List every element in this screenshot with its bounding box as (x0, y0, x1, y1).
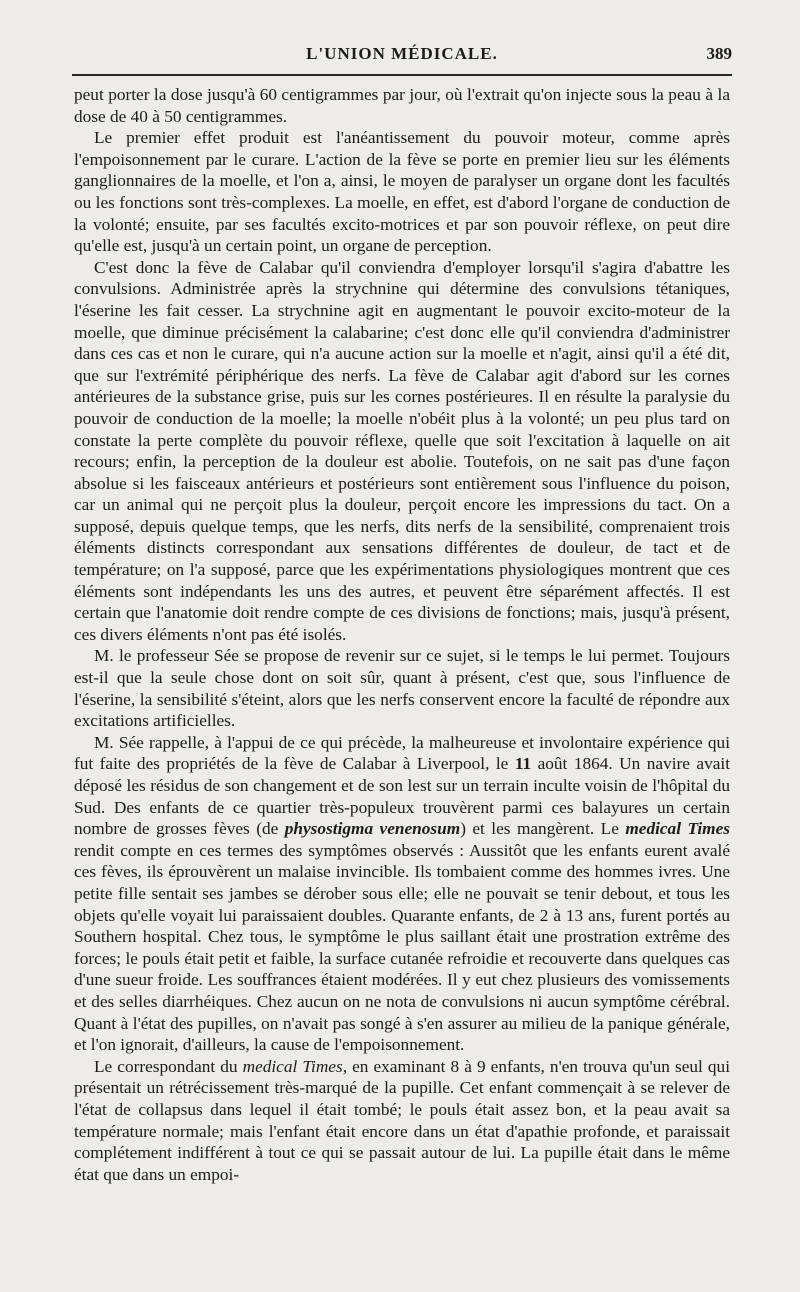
paragraph-6: Le correspondant du medical Times, en examinant 8 à 9 enfants, n'en trouva qu'un seul qui présentait un rétrécissement très-marqué de la pupille. Cet enfant commençait à se relever de l'état de collapsus dans lequel il était tombé; le pouls était assez bon, et la peau avait sa température normale; mais l'enfant était encore dans un état d'apathie profonde, et paraissait complétement indifférent à tout ce qui se passait autour de lui. La pupille était dans le même état que dans un empoi- (74, 1056, 731, 1184)
paragraph-4: M. le professeur Sée se propose de revenir sur ce sujet, si le temps le lui permet. Toujours est-il que la seule chose dont on soit sûr, quant à présent, c'est que, sous l'influence de l'éserine, la sensibilité s'éteint, alors que les nerfs conservent encore la faculté de répondre aux excitations artificielles. (74, 646, 730, 731)
journal-title: L'UNION MÉDICALE. (306, 44, 498, 63)
paragraph-1: peut porter la dose jusqu'à 60 centigrammes par jour, où l'extrait qu'on injecte sous la peau à la dose de 40 à 50 centigrammes. (74, 85, 730, 126)
paragraph-2: Le premier effet produit est l'anéantissement du pouvoir moteur, comme après l'empoisonnement par le curare. L'action de la fève se porte en premier lieu sur les éléments ganglionnaires de la moelle, et l'on a, ainsi, le moyen de paralyser un organe dont les facultés ou les fonctions sont très-complexes. La moelle, en effet, est d'abord l'organe de conduction de la volonté; ensuite, par ses facultés excito-motrices et par son pouvoir réflexe, on peut dire qu'elle est, jusqu'à un certain point, un organe de perception. (74, 128, 730, 256)
paragraph-3: C'est donc la fève de Calabar qu'il conviendra d'employer lorsqu'il s'agira d'abattre les convulsions. Administrée après la strychnine qui détermine des convulsions tétaniques, l'éserine les fait cesser. La strychnine agit en augmentant le pouvoir excito-moteur de la moelle, que diminue précisément la calabarine; c'est donc elle qu'il conviendra d'administrer dans ces cas et non le curare, qui n'a aucune action sur la moelle et n'agit, ainsi qu'il a été dit, que sur l'extrémité périphérique des nerfs. La fève de Calabar agit d'abord sur les cornes antérieures de la substance grise, puis sur les cornes postérieures. Il en résulte la paralysie du pouvoir de conduction de la moelle; la moelle n'obéit plus à la volonté; un peu plus tard on constate la perte complète du pouvoir réflexe, quelle que soit l'excitation à laquelle on ait recours; enfin, la perception de la douleur est abolie. Toutefois, on ne sait pas d'une façon absolue si les faisceaux antérieurs et postérieurs sont entièrement sous l'influence du poison, car un animal qui ne perçoit plus la douleur, perçoit encore les impressions du tact. On a supposé, depuis quelque temps, que les nerfs, dits nerfs de la sensibilité, comprenaient trois éléments distincts correspondant aux sensations différentes de douleur, de tact et de température; on l'a supposé, parce que les expérimentations physiologiques montrent que ces éléments sont indépendants les uns des autres, et peuvent être séparément affectés. Il est certain que l'anatomie doit rendre compte de ces divisions de fonctions; mais, jusqu'à présent, ces divers éléments n'ont pas été isolés. (74, 257, 730, 644)
running-header (72, 44, 732, 72)
header-rule (72, 74, 732, 76)
article-body (74, 84, 730, 1185)
page-number: 389 (706, 44, 732, 63)
paragraph-5: M. Sée rappelle, à l'appui de ce qui précède, la malheureuse et involontaire expérience qui fut faite des propriétés de la fève de Calabar à Liverpool, le 11 août 1864. Un navire avait déposé les résidus de son changement et de son lest sur un terrain inculte voisin de l'hôpital du Sud. Des enfants de ce quartier très-populeux trouvèrent parmi ces balayures un certain nombre de grosses fèves (de physostigma venenosum) et les mangèrent. Le medical Times rendit compte en ces termes des symptômes observés : Aussitôt que les enfants eurent avalé ces fèves, ils éprouvèrent un malaise invincible. Ils tombaient comme des hommes ivres. Une petite fille sentait ses jambes se dérober sous elle; elle ne pouvait se tenir debout, et tous les objets qu'elle voyait lui paraissaient doubles. Quarante enfants, de 2 à 13 ans, furent portés au Southern hospital. Chez tous, le symptôme le plus saillant était une prostration extrême des forces; le pouls était petit et faible, la surface cutanée refroidie et recouverte dans quelques cas d'une sueur froide. Les souffrances étaient modérées. Il y eut chez plusieurs des vomissements et des selles diarrhéiques. Chez aucun on ne nota de convulsions ni aucun symptôme cérébral. Quant à l'état des pupilles, on n'avait pas songé à s'en assurer au milieu de la panique générale, et l'on ignorait, d'ailleurs, la cause de l'empoisonnement. (74, 732, 730, 1055)
